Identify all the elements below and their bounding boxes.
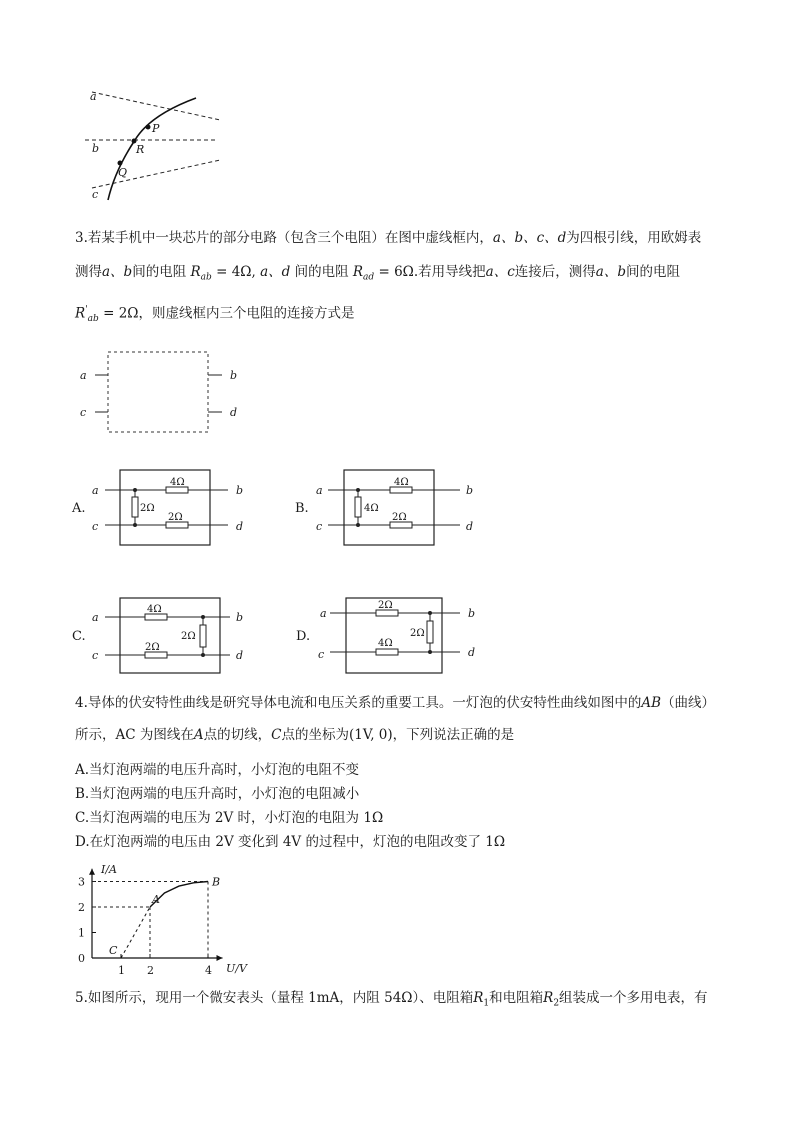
- series-ac: [121, 907, 150, 958]
- field-label-Q: Q: [118, 166, 128, 179]
- q3-text: 3.若某手机中一块芯片的部分电路（包含三个电阻）在图中虚线框内，: [75, 230, 493, 246]
- q5-pre: 5.如图所示，现用一个微安表头（量程 1mA，内阻 54Ω）、电阻箱: [75, 990, 474, 1006]
- q3-l2-c: 间的电阻: [290, 264, 353, 280]
- option-d-letter: D.: [296, 629, 311, 644]
- box-lead-b: b: [230, 369, 238, 382]
- q3-l2-b: 间的电阻: [132, 264, 187, 280]
- box-lead-a: a: [80, 369, 87, 382]
- x-tick-label: 4: [205, 964, 212, 977]
- q5-r2: R: [543, 990, 554, 1006]
- q4-l1-pre: 4.导体的伏安特性曲线是研究导体电流和电压关系的重要工具。一灯泡的伏安特性曲线如图中的: [75, 695, 642, 711]
- q5-r1: R: [473, 990, 484, 1006]
- q3-l2-ac: a、c: [485, 264, 515, 280]
- q3-prime: ': [85, 305, 88, 315]
- option-a-lead-a: a: [92, 484, 99, 497]
- q5-r2-sub: 2: [553, 998, 560, 1009]
- q3-l2-ad: a、d: [260, 264, 291, 280]
- field-label-b: b: [92, 142, 100, 155]
- option-d-lead-c: c: [318, 648, 325, 661]
- option-b-top-r: 4Ω: [394, 477, 409, 488]
- y-tick-label: 1: [78, 926, 85, 940]
- q4-l2-mid: 点的切线，: [203, 727, 272, 743]
- chart-xlabel: U/V: [226, 962, 247, 975]
- option-c-lead-a: a: [92, 611, 99, 624]
- option-c-letter: C.: [72, 629, 86, 644]
- option-b-letter: B.: [295, 501, 309, 516]
- field-label-R: R: [136, 143, 145, 156]
- chart-ylabel: I/A: [101, 863, 117, 876]
- q3-l2-f: 间的电阻: [625, 264, 680, 280]
- q3-r-ab: R: [190, 264, 201, 280]
- q4-l2-c: C: [271, 727, 282, 743]
- q5-r1-sub: 1: [483, 998, 490, 1009]
- box-lead-d: d: [230, 406, 238, 419]
- field-label-c: c: [92, 188, 99, 201]
- option-d-mid-r: 2Ω: [410, 628, 425, 639]
- q4-choice-d[interactable]: D.在灯泡两端的电压由 2V 变化到 4V 的过程中，灯泡的电阻改变了 1Ω: [75, 834, 506, 850]
- option-c-top-r: 4Ω: [147, 604, 162, 615]
- q3-text-2: 为四根引线，用欧姆表: [566, 230, 702, 246]
- option-a-mid-r: 2Ω: [140, 503, 155, 514]
- option-c-lead-b: b: [236, 611, 244, 624]
- option-c-lead-d: d: [236, 649, 244, 662]
- option-a-bot-r: 2Ω: [168, 512, 183, 523]
- option-b-lead-a: a: [316, 484, 323, 497]
- q4-choice-c[interactable]: C.当灯泡两端的电压为 2V 时，小灯泡的电阻为 1Ω: [75, 810, 384, 826]
- q5-post: 组装成一个多用电表，有: [559, 990, 708, 1006]
- y-tick-label: 0: [78, 952, 85, 965]
- q5-line-1: [75, 988, 708, 1014]
- x-tick-label: 2: [147, 964, 154, 977]
- option-d-lead-a: a: [320, 607, 327, 620]
- option-d-top-r: 2Ω: [378, 600, 393, 611]
- field-label-a: a: [90, 90, 97, 103]
- q4-l2-a: A: [193, 727, 204, 743]
- q4-l2-pre: 所示，AC 为图线在: [75, 727, 194, 743]
- q3-l3-post: ，则虚线框内三个电阻的连接方式是: [138, 305, 355, 322]
- q3-r-ab-prime-val: = 2Ω: [98, 305, 139, 322]
- q3-r-ab-prime: R: [75, 305, 86, 322]
- q4-choice-a[interactable]: A.当灯泡两端的电压升高时，小灯泡的电阻不变: [75, 762, 360, 778]
- y-tick-label: 3: [78, 875, 85, 889]
- option-b-lead-d: d: [466, 520, 474, 533]
- q3-l2-a: 测得: [75, 264, 102, 280]
- option-a-lead-d: d: [236, 520, 244, 533]
- q3-r-ab-prime-sub: ab: [87, 314, 99, 325]
- q4-choice-b[interactable]: B.当灯泡两端的电压升高时，小灯泡的电阻减小: [75, 786, 360, 802]
- q4-l2-coord: 点的坐标为: [281, 727, 349, 743]
- field-label-P: P: [152, 122, 160, 135]
- point-label-c: C: [109, 944, 118, 957]
- option-b-bot-r: 2Ω: [392, 512, 407, 523]
- option-b-mid-r: 4Ω: [364, 503, 379, 514]
- q3-l2-e: 连接后，测得: [514, 264, 596, 280]
- option-d-bot-r: 4Ω: [378, 638, 393, 649]
- q3-r-ad: R: [352, 264, 364, 280]
- q4-l2-val: (1V, 0): [348, 727, 393, 743]
- option-c-lead-c: c: [92, 649, 99, 662]
- q3-l2-ab: a、b: [102, 264, 133, 280]
- q3-r-ad-val: = 6Ω: [374, 264, 414, 280]
- option-a-lead-b: b: [236, 484, 244, 497]
- q4-l1-ab: AB: [641, 695, 662, 711]
- y-axis-arrow: [89, 869, 95, 875]
- option-a-lead-c: c: [92, 520, 99, 533]
- option-a-top-r: 4Ω: [170, 477, 185, 488]
- point-label-b: B: [212, 875, 221, 889]
- option-a-letter: A.: [72, 501, 86, 516]
- q3-l2-ab2: a、b: [595, 264, 626, 280]
- box-lead-c: c: [80, 406, 87, 419]
- q4-l1-post: （曲线）: [661, 695, 716, 711]
- point-label-a: A: [152, 893, 160, 906]
- x-tick-label: 1: [118, 964, 125, 977]
- q3-r-ab-val: = 4Ω,: [211, 264, 261, 280]
- q3-l2-d: .若用导线把: [413, 264, 486, 280]
- option-c-bot-r: 2Ω: [145, 642, 160, 653]
- option-d-lead-b: b: [468, 607, 476, 620]
- q3-r-ab-sub: ab: [200, 272, 212, 283]
- option-c-mid-r: 2Ω: [181, 631, 196, 642]
- y-tick-label: 2: [78, 901, 85, 914]
- q3-r-ad-sub: ad: [363, 272, 375, 283]
- x-axis-arrow: [217, 955, 223, 961]
- q3-vars: a、b、c、d: [492, 230, 567, 246]
- q5-mid: 和电阻箱: [489, 990, 544, 1006]
- option-b-lead-c: c: [316, 520, 323, 533]
- option-b-lead-b: b: [466, 484, 474, 497]
- option-d-lead-d: d: [468, 646, 476, 659]
- q4-l2-post: ，下列说法正确的是: [392, 727, 515, 743]
